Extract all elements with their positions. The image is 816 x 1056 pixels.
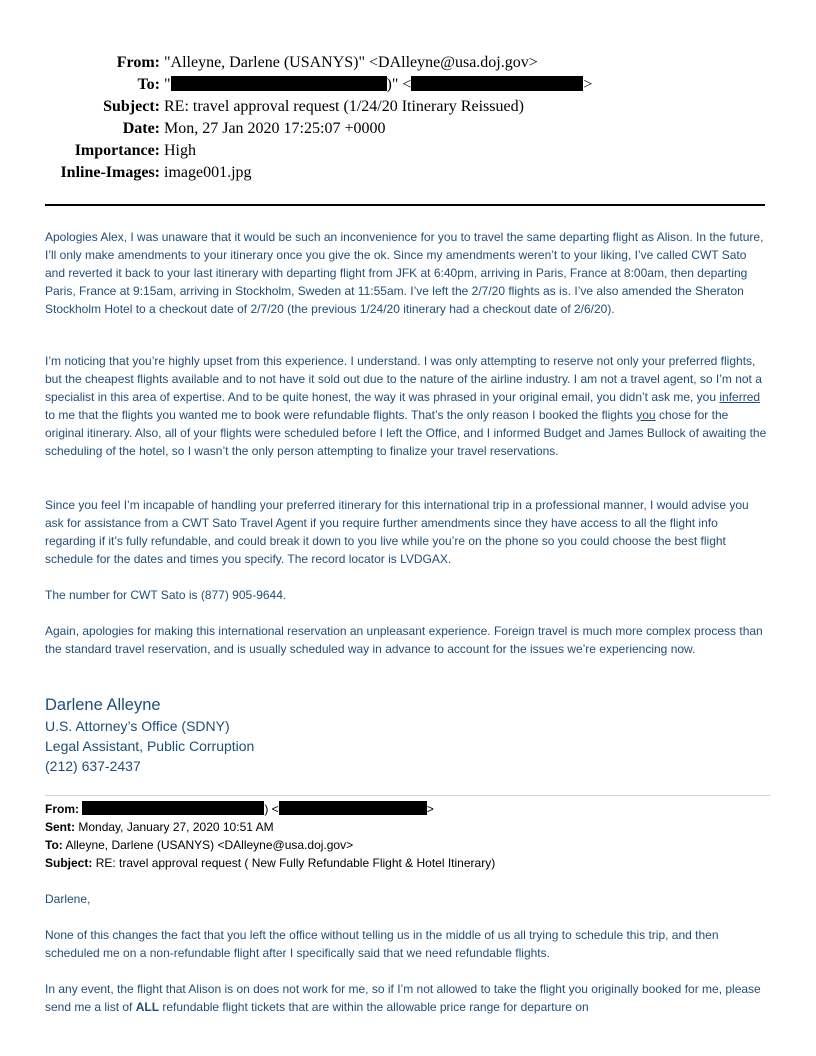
bold-text: ALL (135, 1000, 160, 1014)
header-divider (45, 204, 765, 206)
to-close: > (583, 76, 593, 93)
forwarded-from-close: > (426, 802, 434, 816)
message-paragraph: Again, apologies for making this international reservation an unpleasant experience. Foreign travel is much more complex process than the standard travel reservation, and is usually scheduled way in advance to account for the issues we’re experiencing now. (45, 624, 763, 656)
forwarded-to-label: To: (45, 838, 63, 852)
forwarded-header (45, 800, 770, 872)
text-run: to me that the flights you wanted me to book were refundable flights. That’s the only reason I booked the flights (45, 408, 637, 422)
forwarded-subject-label: Subject: (45, 856, 93, 870)
signature-phone: (212) 637-2437 (45, 758, 141, 774)
from-value: "Alleyne, Darlene (USANYS)" <DAlleyne@usa.doj.gov> (164, 54, 538, 71)
email-header (0, 52, 816, 184)
redaction-bar (82, 801, 264, 815)
message-body (45, 622, 767, 658)
forwarded-subject-row (45, 854, 770, 872)
to-separator: )" < (386, 76, 412, 93)
message-paragraph: Since you feel I’m incapable of handling your preferred itinerary for this international trip in a professional manner, I would advise you ask for assistance from a CWT Sato Travel Agent if you require further amendments since they have access to all the flight info regarding if it’s fully refundable, and could break it down to you live while you’re on the phone so you could choose the best flight schedule for the dates and times you specify. The record locator is LVDGAX. (45, 498, 749, 566)
to-quote: " (164, 76, 171, 93)
redaction-bar (411, 76, 583, 91)
text-run: refundable flight tickets that are within the allowable price range for departure on (159, 1000, 589, 1014)
date-value: Mon, 27 Jan 2020 17:25:07 +0000 (164, 120, 386, 137)
header-importance-row (0, 140, 816, 162)
signature-office: U.S. Attorney’s Office (SDNY) (45, 718, 230, 734)
forwarded-from-label: From: (45, 802, 79, 816)
header-date-row (0, 118, 816, 140)
reply-paragraph (45, 980, 767, 1016)
reply-body (45, 890, 767, 908)
text-run: In any event, the flight that Alison is on does not work for me, so if I’m not allowed to take the flight you originally booked for me, please send me a list of (45, 982, 761, 1014)
signature-title: Legal Assistant, Public Corruption (45, 738, 255, 754)
to-value (164, 74, 592, 96)
subject-label: Subject: (103, 98, 160, 115)
forwarded-from-separator: ) < (264, 802, 279, 816)
forwarded-from-row (45, 800, 770, 818)
text-run: I’m noticing that you’re highly upset from this experience. I understand. I was only attempting to reserve not only your preferred flights, but the cheapest flights available and to not have it sold out due to the nature of the airline industry. I am not a travel agent, so I’m not a specialist in this area of expertise. And to be quite honest, the way it was phrased in your original email, you didn’t ask me, you (45, 354, 762, 404)
message-body (45, 496, 767, 568)
header-from-row (0, 52, 816, 74)
message-paragraph (45, 352, 767, 460)
forwarded-to-value: Alleyne, Darlene (USANYS) <DAlleyne@usa.doj.gov> (65, 838, 354, 852)
header-inline-images-row (0, 162, 816, 184)
text-run: chose for the original itinerary. Also, all of your flights were scheduled before I left the Office, and I informed Budget and James Bullock of awaiting the scheduling of the hotel, so I wasn’t the only person attempting to finalize your travel reservations. (45, 408, 767, 458)
forwarded-sent-value: Monday, January 27, 2020 10:51 AM (78, 820, 274, 834)
importance-value: High (164, 142, 196, 159)
underlined-text: inferred (719, 390, 761, 404)
redaction-bar (171, 76, 387, 91)
message-body (45, 586, 767, 604)
reply-body (45, 980, 767, 1016)
underlined-text: you (636, 408, 656, 422)
forward-divider (45, 795, 770, 796)
signature-name: Darlene Alleyne (45, 696, 161, 714)
reply-greeting: Darlene, (45, 892, 91, 906)
inline-images-label: Inline-Images: (60, 164, 160, 181)
message-paragraph: Apologies Alex, I was unaware that it would be such an inconvenience for you to travel the same departing flight as Alison. In the future, I’ll only make amendments to your itinerary once you give the ok. Since my amendments weren’t to your liking, I’ve called CWT Sato and reverted it back to your last itinerary with departing flight from JFK at 6:40pm, arriving in Paris, France at 8:00am, then departing Paris, France at 9:15am, arriving in Stockholm, Sweden at 11:55am. I’ve left the 2/7/20 flights as is. I’ve also amended the Sheraton Stockholm Hotel to a checkout date of 2/7/20 (the previous 1/24/20 itinerary had a checkout date of 2/6/20). (45, 230, 764, 316)
header-to-row (0, 74, 816, 96)
date-label: Date: (122, 120, 160, 137)
inline-images-value: image001.jpg (164, 164, 252, 181)
importance-label: Importance: (74, 142, 160, 159)
reply-body (45, 926, 767, 962)
signature (45, 694, 254, 776)
subject-value: RE: travel approval request (1/24/20 Itinerary Reissued) (164, 98, 524, 115)
to-label: To: (137, 76, 160, 93)
forwarded-to-row (45, 836, 770, 854)
message-body (45, 228, 767, 318)
forwarded-sent-row (45, 818, 770, 836)
reply-paragraph: None of this changes the fact that you left the office without telling us in the middle of us all trying to schedule this trip, and then scheduled me on a non-refundable flight after I specifically said that we need refundable flights. (45, 928, 719, 960)
header-subject-row (0, 96, 816, 118)
message-body (45, 352, 767, 460)
message-paragraph: The number for CWT Sato is (877) 905-9644. (45, 588, 287, 602)
from-label: From: (116, 54, 160, 71)
forwarded-subject-value: RE: travel approval request ( New Fully Refundable Flight & Hotel Itinerary) (95, 856, 496, 870)
forwarded-sent-label: Sent: (45, 820, 75, 834)
redaction-bar (279, 801, 427, 815)
